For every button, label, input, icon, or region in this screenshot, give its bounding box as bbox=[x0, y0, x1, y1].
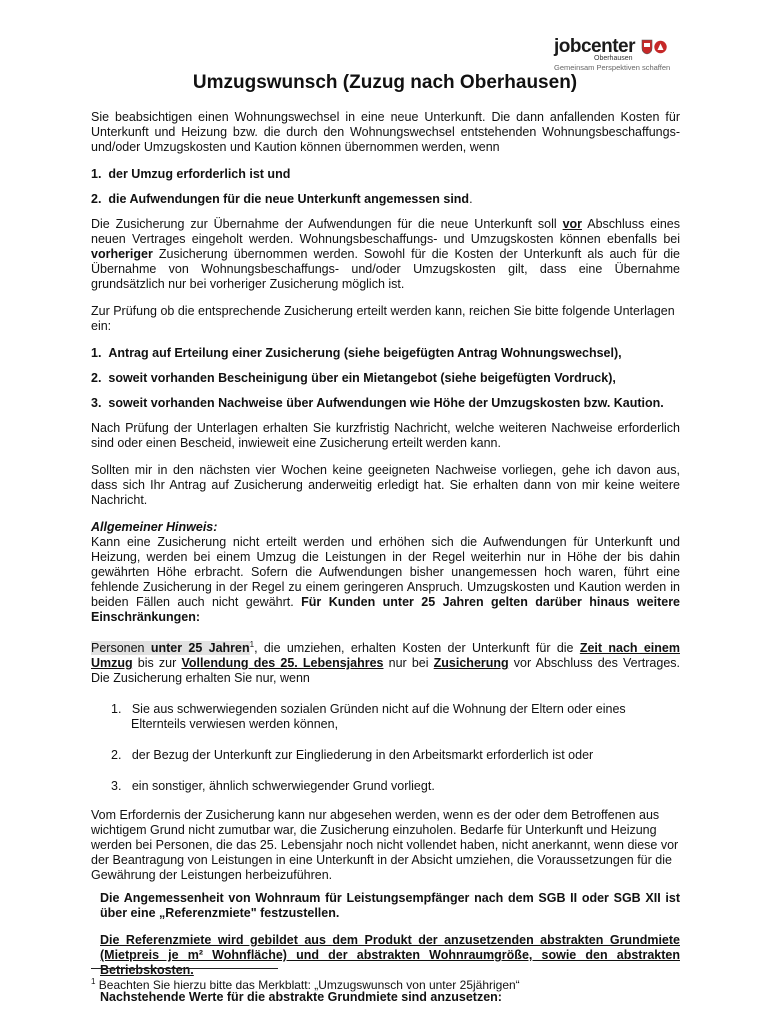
condition-text: 2. die Aufwendungen für die neue Unterkunft angemessen sind bbox=[91, 192, 470, 206]
footnote-mark: 1 bbox=[91, 977, 96, 986]
document-item: 1. Antrag auf Erteilung einer Zusicherung (siehe beigefügten Antrag Wohnungswechsel), bbox=[91, 346, 622, 360]
condition-item bbox=[91, 192, 680, 207]
pruefung-intro: Zur Prüfung ob die entsprechende Zusicherung erteilt werden kann, reichen Sie bitte folgende Unterlagen ein: bbox=[91, 304, 675, 333]
u25-condition-item: 2. der Bezug der Unterkunft zur Eingliederung in den Arbeitsmarkt erforderlich ist oder bbox=[111, 748, 594, 763]
condition-period: . bbox=[469, 192, 473, 206]
coat-of-arms-icon bbox=[641, 39, 667, 58]
condition-item: 1. der Umzug erforderlich ist und bbox=[91, 167, 291, 181]
u25-text-5: vor Abschluss des Vertrages. Die Zusicherung erhalten Sie nur, wenn bbox=[91, 656, 681, 686]
zusicherung-text-3: Zusicherung übernommen werden. Sowohl für die Kosten der Unterkunft als auch für die Übernahme von Wohnungsbeschaffungs- und/oder Umzugskosten gilt, dass eine Übernahme grundsätzlich nur bei vorheriger Zusicherung möglich ist. bbox=[91, 247, 680, 291]
u25-bold: unter 25 Jahren bbox=[150, 641, 250, 656]
hinweis-paragraph bbox=[91, 535, 680, 625]
logo-slogan: Gemeinsam Perspektiven schaffen bbox=[554, 63, 671, 73]
zusicherung-text-1: Die Zusicherung zur Übernahme der Aufwendungen für die neue Unterkunft soll bbox=[91, 217, 563, 231]
u25-condition-item: 1. Sie aus schwerwiegenden sozialen Gründen nicht auf die Wohnung der Eltern oder eines Elternteils verwiesen werden können, bbox=[111, 702, 626, 732]
footnote bbox=[91, 977, 520, 992]
u25-underline-2: Vollendung des 25. Lebensjahres bbox=[181, 656, 384, 671]
angemessenheit-paragraph: Die Angemessenheit von Wohnraum für Leistungsempfänger nach dem SGB II oder SGB XII ist über eine „Referenzmiete" festzustellen. bbox=[100, 891, 680, 921]
u25-text-1: Personen bbox=[91, 641, 151, 656]
u25-text-3: bis zur bbox=[132, 656, 182, 671]
logo-wordmark: jobcenter bbox=[554, 36, 636, 57]
referenzmiete-paragraph: Die Referenzmiete wird gebildet aus dem Produkt der anzusetzenden abstrakten Grundmiete (Mietpreis je m² Wohnfläche) und der abstrakten Wohnraumgröße, sowie den abstrakten Betriebskosten. bbox=[100, 933, 680, 978]
zusicherung-vorheriger: vorheriger bbox=[91, 247, 153, 261]
zusicherung-vor: vor bbox=[562, 217, 583, 231]
hinweis-text: Kann eine Zusicherung nicht erteilt werden und erhöhen sich die Aufwendungen für Unterkunft und Heizung, werden bei einem Umzug die Leistungen in der Regel weiterhin nur in Höhe der bis dahin gewährten Höhe erbracht. Sofern die Aufwendungen bisher unangemessen hoch waren, führt eine fehlende Zusicherung in der Regel zu einem geringeren Anspruch. Umzugskosten und Kaution werden in beiden Fällen auch nicht gewährt. bbox=[91, 535, 680, 609]
u25-text-4: nur bei bbox=[383, 656, 434, 671]
document-item: 2. soweit vorhanden Bescheinigung über ein Mietangebot (siehe beigefügten Vordruck), bbox=[91, 371, 616, 385]
footnote-ref: 1 bbox=[249, 640, 255, 649]
u25-paragraph bbox=[91, 637, 680, 686]
nach-pruefung-paragraph: Nach Prüfung der Unterlagen erhalten Sie kurzfristig Nachricht, welche weiteren Nachweise erforderlich sind oder einen Bescheid, inwieweit eine Zusicherung erteilt werden kann. bbox=[91, 421, 680, 450]
zusicherung-text-2: Abschluss eines neuen Vertrages eingeholt werden. Wohnungsbeschaffungs- und Umzugskosten können ebenfalls bei bbox=[91, 217, 681, 246]
footnote-text: Beachten Sie hierzu bitte das Merkblatt: „Umzugswunsch von unter 25jährigen“ bbox=[98, 978, 520, 992]
logo-city: Oberhausen bbox=[594, 55, 633, 63]
document-item: 3. soweit vorhanden Nachweise über Aufwendungen wie Höhe der Umzugskosten bzw. Kaution. bbox=[91, 396, 664, 410]
hinweis-heading: Allgemeiner Hinweis: bbox=[91, 520, 218, 534]
erfordernis-paragraph: Vom Erfordernis der Zusicherung kann nur abgesehen werden, wenn es der oder dem Betroffenen aus wichtigem Grund nicht zumutbar war, die Zusicherung einzuholen. Bedarfe für Unterkunft und Heizung werden bei Personen, die das 25. Lebensjahr noch nicht vollendet haben, nicht anerkannt, wenn diese vor der Beantragung von Leistungen in eine Unterkunft in der Absicht umziehen, die Voraussetzungen für die Gewährung der Leistungen herbeizuführen. bbox=[91, 808, 679, 883]
zusicherung-paragraph bbox=[91, 217, 680, 292]
jobcenter-logo bbox=[554, 36, 674, 72]
u25-text-2: , die umziehen, erhalten Kosten der Unterkunft für die bbox=[254, 641, 580, 656]
page-title: Umzugswunsch (Zuzug nach Oberhausen) bbox=[192, 72, 578, 93]
intro-paragraph: Sie beabsichtigen einen Wohnungswechsel in eine neue Unterkunft. Die dann anfallenden Kosten für Unterkunft und Heizung bzw. die durch den Wohnungswechsel entstehenden Wohnungsbeschaffungs- und/oder Umzugskosten und Kaution können übernommen werden, wenn bbox=[91, 110, 680, 154]
document-body bbox=[91, 110, 680, 1017]
hinweis-bold: Für Kunden unter 25 Jahren gelten darüber hinaus weitere Einschränkungen: bbox=[91, 595, 681, 624]
u25-condition-item: 3. ein sonstiger, ähnlich schwerwiegender Grund vorliegt. bbox=[111, 779, 435, 794]
u25-underline-3: Zusicherung bbox=[433, 656, 509, 671]
nachstehend-paragraph: Nachstehende Werte für die abstrakte Grundmiete sind anzusetzen: bbox=[100, 990, 502, 1005]
u25-underline-1: Zeit nach einem Umzug bbox=[91, 641, 680, 671]
footnote-divider bbox=[91, 968, 278, 969]
frist-paragraph: Sollten mir in den nächsten vier Wochen keine geeigneten Nachweise vorliegen, gehe ich davon aus, dass sich Ihr Antrag auf Zusicherung anderweitig erledigt hat. Sie erhalten dann von mir keine weitere Nachricht. bbox=[91, 463, 680, 507]
